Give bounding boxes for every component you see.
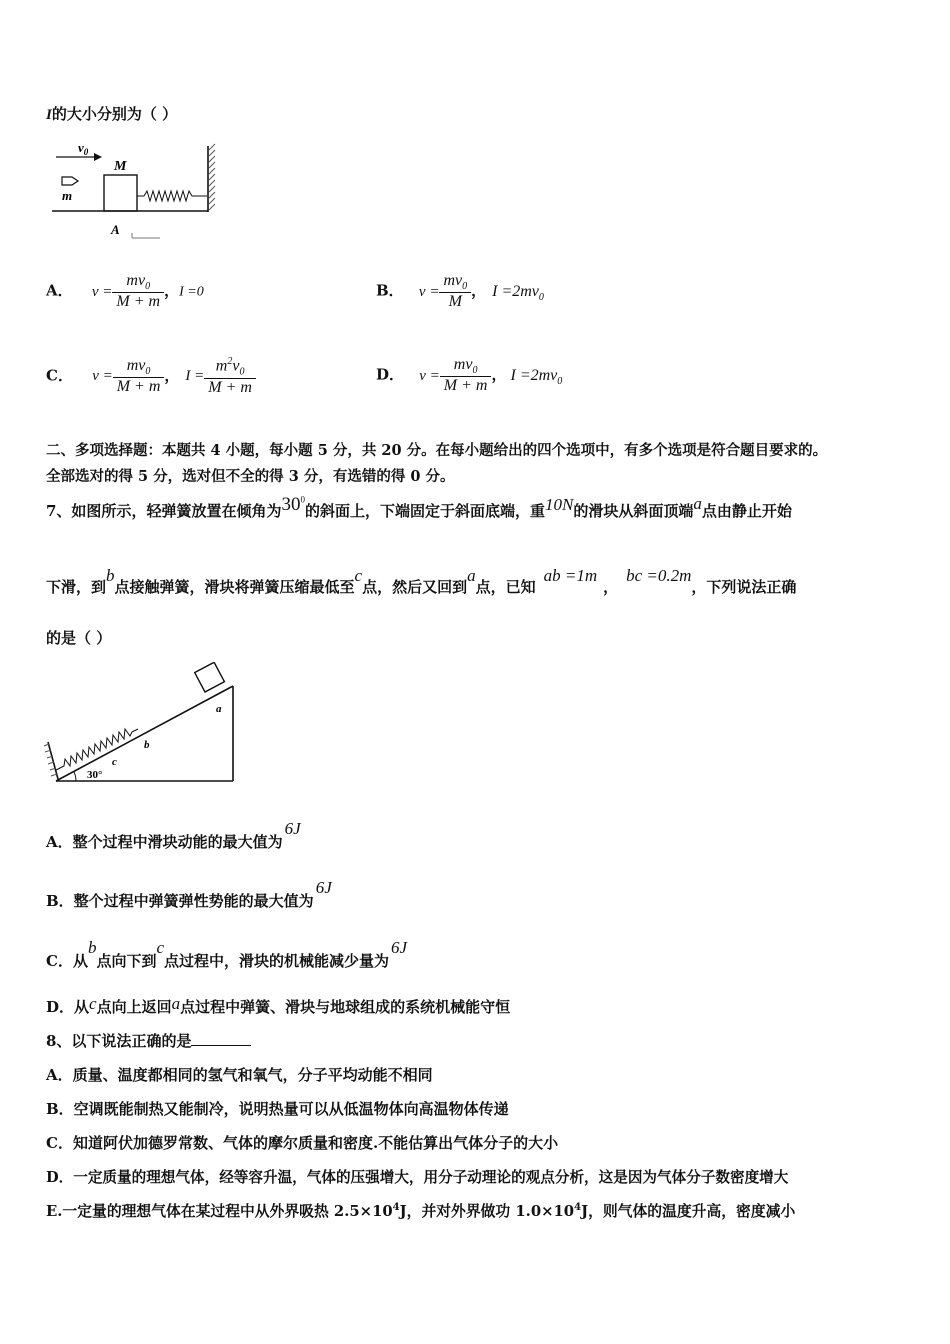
angle-label: 30° bbox=[87, 769, 103, 781]
answer-blank bbox=[191, 1031, 251, 1046]
q7-option-c: C．从b点向下到c点过程中，滑块的机械能减少量为6J bbox=[46, 938, 408, 970]
q7-option-d: D．从c点向上返回a点过程中弹簧、滑块与地球组成的系统机械能守恒 bbox=[46, 994, 511, 1016]
q6-option-c: C． v = $\frac{mv_0}{M + m}$ ， I = $\frac{m^2v_0}{M + m}$ bbox=[46, 356, 256, 397]
q7-line3: 的是（ ） bbox=[46, 629, 112, 647]
q7-line1: 7、如图所示，轻弹簧放置在倾角为$30^0$的斜面上，下端固定于斜面底端，重10N的滑块从斜面顶端a点由静止开始 bbox=[46, 494, 792, 520]
q6-option-d: D． v = $\frac{mv_0}{M + m}$ ， $I =2mv_0$ bbox=[376, 356, 563, 395]
b-label: b bbox=[144, 739, 150, 751]
q8-option-d: D．一定质量的理想气体，经等容升温，气体的压强增大，用分子动理论的观点分析，这是因为气体分子数密度增大 bbox=[46, 1169, 789, 1186]
block-M bbox=[104, 175, 137, 211]
q7-option-a: A．整个过程中滑块动能的最大值为6J bbox=[46, 819, 301, 851]
q6-option-b: B． v = $\frac{mv_0}{M}$ ， $I =2mv_0$ bbox=[376, 272, 544, 311]
q6-option-a: A． v = $\frac{mv_0}{M + m}$ ，I =0 bbox=[46, 272, 204, 311]
incline-spring-figure bbox=[40, 662, 240, 787]
q8-option-a: A．质量、温度都相同的氢气和氧气，分子平均动能不相同 bbox=[46, 1066, 433, 1084]
fraction: $\frac{mv_0}{M}$ bbox=[439, 272, 471, 311]
fraction: $\frac{mv_0}{M + m}$ bbox=[112, 272, 164, 311]
fraction: $\frac{m^2v_0}{M + m}$ bbox=[204, 356, 256, 397]
q8-stem: 8、以下说法正确的是 bbox=[46, 1030, 251, 1051]
wall-hatch bbox=[209, 144, 215, 210]
c-label: c bbox=[112, 756, 117, 768]
q7-line2: 下滑，到b点接触弹簧，滑块将弹簧压缩最低至c点，然后又回到a点，已知ab =1m，bc =0.2m，下列说法正确 bbox=[46, 566, 797, 596]
spring bbox=[137, 191, 207, 201]
q6-tail: I的大小分别为（ ） bbox=[46, 105, 178, 123]
bullet bbox=[62, 177, 78, 185]
fraction: $\frac{mv_0}{M + m}$ bbox=[440, 356, 492, 395]
m-label: m bbox=[62, 188, 73, 203]
section2-line2: 全部选对的得 5 分，选对但不全的得 3 分，有选错的得 0 分。 bbox=[46, 468, 455, 485]
base-wall bbox=[48, 742, 58, 779]
a-label: a bbox=[216, 703, 222, 715]
v0-label: $v_0$ bbox=[78, 140, 89, 157]
block-on-incline bbox=[195, 662, 225, 692]
angle-arc bbox=[74, 772, 76, 781]
spring-on-incline bbox=[56, 729, 138, 770]
section2-line1: 二、多项选择题：本题共 4 小题，每小题 5 分，共 20 分。在每小题给出的四个选项中，有多个选项是符合题目要求的。 bbox=[46, 442, 828, 459]
bullet-block-spring-figure bbox=[52, 140, 222, 240]
incline-slope bbox=[56, 686, 233, 781]
v0-arrowhead bbox=[94, 153, 102, 161]
fraction: $\frac{mv_0}{M + m}$ bbox=[113, 357, 165, 396]
q7-option-b: B．整个过程中弹簧弹性势能的最大值为6J bbox=[46, 878, 332, 910]
q8-option-e: E.一定量的理想气体在某过程中从外界吸热 $2.5\times 10^4J$，并对外界做功 $1.0\times 10^4J$，则气体的温度升高，密度减小 bbox=[46, 1202, 796, 1220]
q8-option-b: B．空调既能制热又能制冷，说明热量可以从低温物体向高温物体传递 bbox=[46, 1100, 509, 1118]
M-label: M bbox=[114, 159, 127, 174]
A-label: A bbox=[111, 222, 120, 237]
q8-option-c: C．知道阿伏加德罗常数、气体的摩尔质量和密度.不能估算出气体分子的大小 bbox=[46, 1134, 559, 1152]
